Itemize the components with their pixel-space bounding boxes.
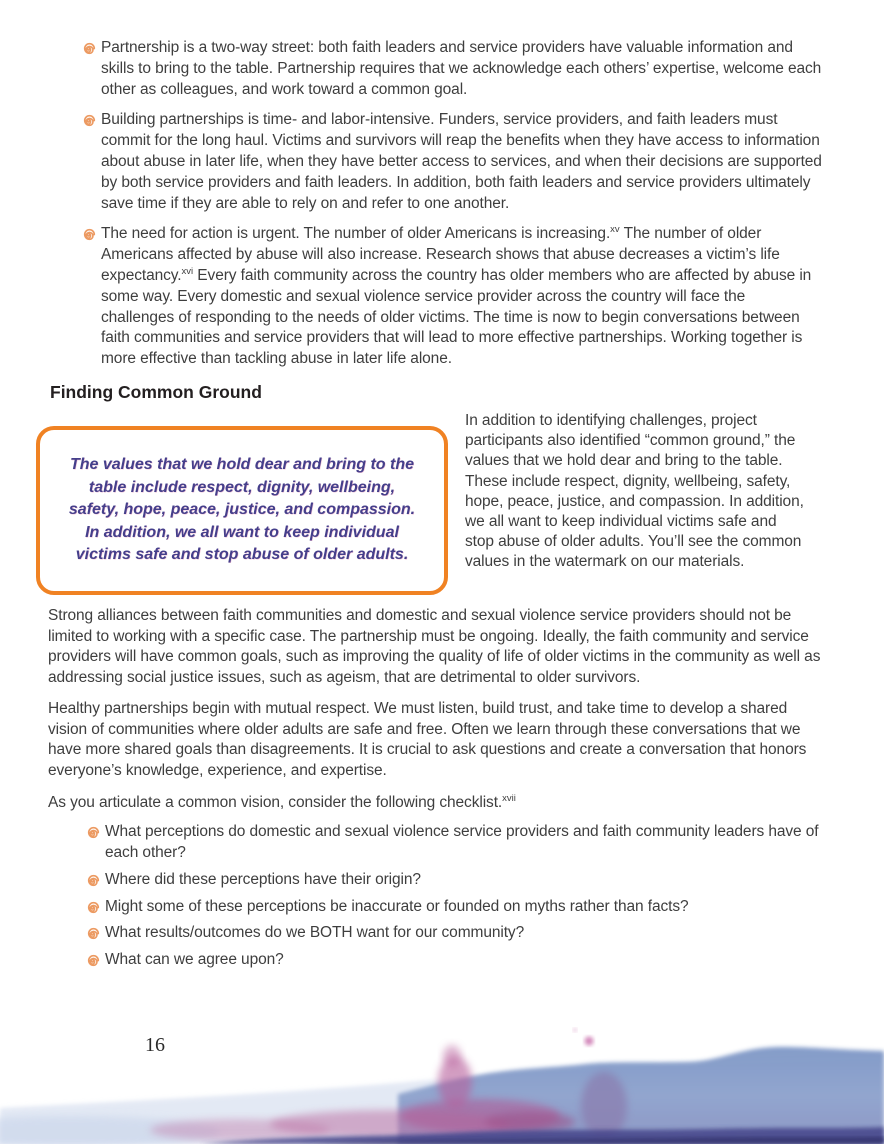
checklist-item-text: Might some of these perceptions be inaccurate or founded on myths rather than facts?: [105, 897, 689, 915]
spiral-bullet-icon: [86, 825, 102, 841]
list-item: [86, 897, 822, 918]
spiral-bullet-icon: [82, 41, 98, 57]
list-item: [86, 822, 822, 864]
checklist: [48, 822, 822, 971]
checklist-item-text: What perceptions do domestic and sexual violence service providers and faith community leaders have of each other?: [105, 823, 819, 862]
spiral-bullet-icon: [82, 113, 98, 129]
bullet-list: [48, 38, 822, 370]
spiral-bullet-icon: [86, 926, 102, 942]
bullet-text: Building partnerships is time- and labor-intensive. Funders, service providers, and faith leaders must commit for the long haul. Victims and survivors will reap the benefits when they have access to information about abuse in later life, when they have better access to services, and when their decisions are supported by both service providers and faith leaders. In addition, both faith leaders and service providers ultimately save time if they are able to rely on and refer to one another.: [101, 111, 822, 212]
checklist-item-text: Where did these perceptions have their origin?: [105, 870, 421, 888]
checklist-item-text: What results/outcomes do we BOTH want for our community?: [105, 924, 525, 942]
two-column-section: [48, 411, 822, 595]
page-number: 16: [145, 1034, 165, 1056]
spiral-bullet-icon: [86, 873, 102, 889]
section-heading: Finding Common Ground: [50, 381, 262, 402]
spiral-bullet-icon: [86, 953, 102, 969]
values-callout-box: [36, 426, 448, 595]
list-item: [82, 38, 822, 100]
spiral-bullet-icon: [86, 900, 102, 916]
list-item: [86, 870, 822, 891]
bullet-text: Partnership is a two-way street: both faith leaders and service providers have valuable information and skills to bring to the table. Partnership requires that we acknowledge each others’ expertise, welcome each other as colleagues, and work toward a common goal.: [101, 39, 822, 98]
list-item: [86, 950, 822, 971]
watercolor-footer-art: [0, 1020, 884, 1144]
body-paragraph: Strong alliances between faith communities and domestic and sexual violence service providers should not be limited to working with a specific case. The partnership must be ongoing. Ideally, the faith community and service providers will have common goals, such as improving the quality of life of older victims in the community as well as addressing social justice issues, such as ageism, that are detrimental to older survivors.: [48, 606, 821, 686]
list-item: [82, 224, 822, 370]
bullet-text: The need for action is urgent. The number of older Americans is increasing.$^{xv}$ The number of older Americans affected by abuse will also increase. Research shows that abuse decreases a victim’s life expectancy.$^{xvi}$ Every faith community across the country has older members who are affected by abuse in some way. Every domestic and sexual violence service provider across the country will face the challenges of responding to the needs of older victims. The time is now to begin conversations between faith communities and service providers that will lead to more effective partnerships. Working together is more effective than tackling abuse in later life alone.: [101, 224, 812, 368]
list-item: [86, 923, 822, 944]
common-ground-paragraph: In addition to identifying challenges, project participants also identified “common ground,” the values that we hold dear and bring to the table. These include respect, dignity, wellbeing, safety, hope, peace, justice, and compassion. In addition, we all want to keep individual victims safe and stop abuse of older adults. You’ll see the common values in the watermark on our materials.: [465, 411, 804, 571]
checklist-item-text: What can we agree upon?: [105, 951, 284, 969]
callout-text: The values that we hold dear and bring to the table include respect, dignity, wellbeing, safety, hope, peace, justice, and compassion. In addition, we all want to keep individual victims safe and stop abuse of older adults.: [68, 455, 416, 564]
list-item: [82, 110, 822, 214]
spiral-bullet-icon: [82, 227, 98, 243]
checklist-intro: As you articulate a common vision, consider the following checklist.$^{xvii}$: [48, 792, 516, 811]
body-paragraph: Healthy partnerships begin with mutual respect. We must listen, build trust, and take time to develop a shared vision of communities where older adults are safe and free. Often we learn through these conversations that we have more shared goals than disagreements. It is crucial to ask questions and create a conversation that honors everyone’s knowledge, experience, and expertise.: [48, 700, 807, 780]
